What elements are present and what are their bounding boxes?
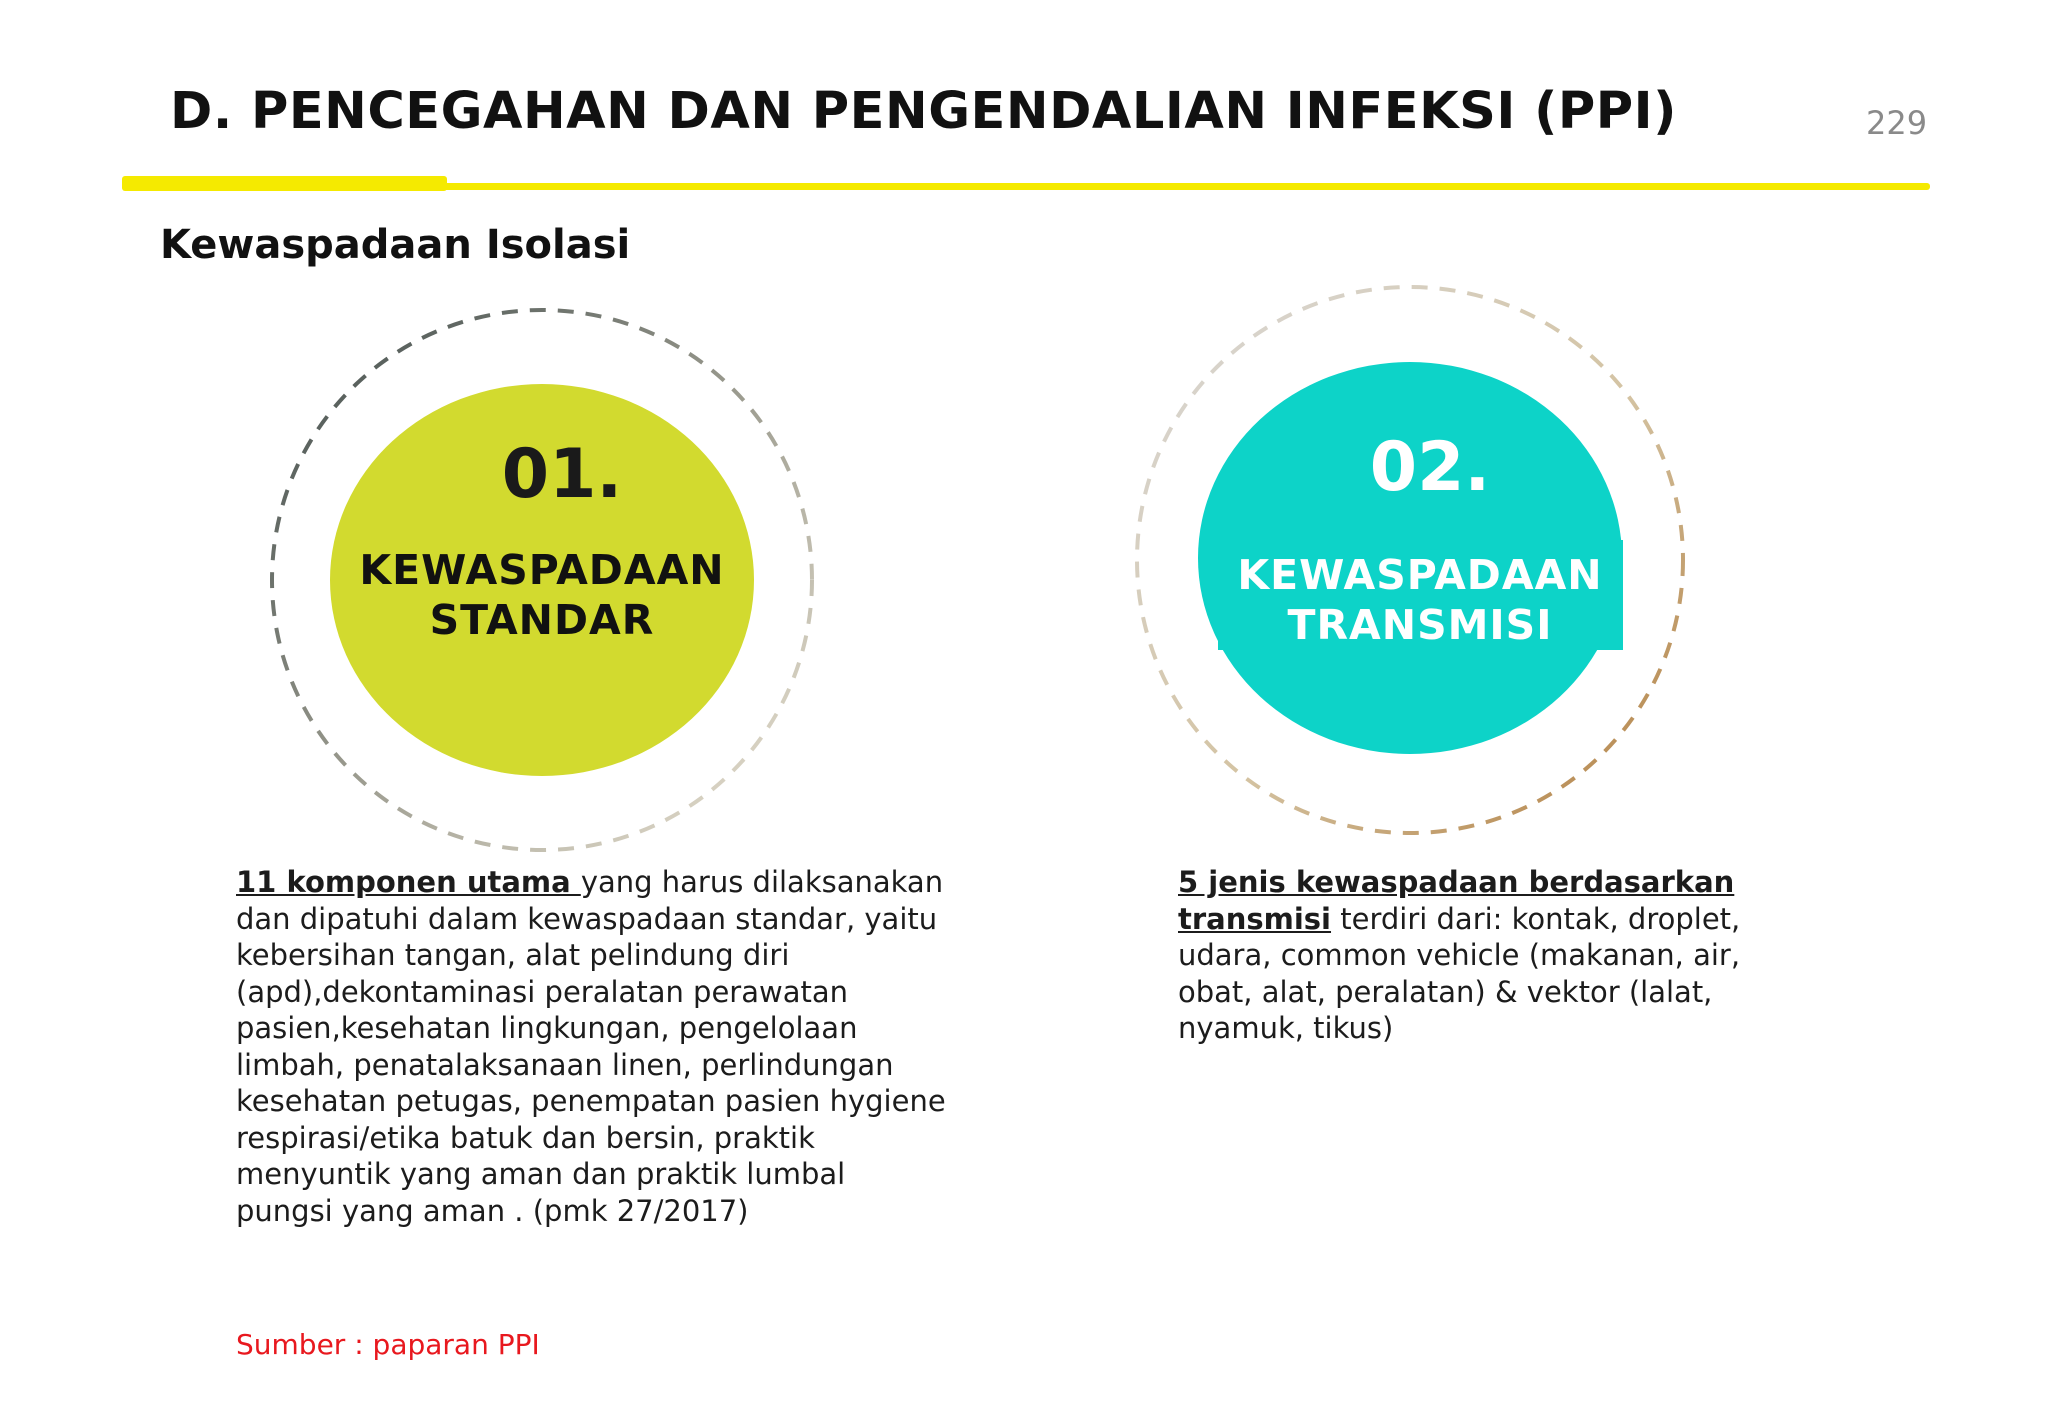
section-subtitle: Kewaspadaan Isolasi bbox=[160, 222, 631, 268]
card-2-description bbox=[1178, 864, 1778, 1047]
source-note: Sumber : paparan PPI bbox=[236, 1328, 540, 1361]
card-1-label-line1: KEWASPADAAN bbox=[359, 546, 725, 594]
card-1-label bbox=[342, 545, 742, 645]
card-2-label-line1: KEWASPADAAN bbox=[1237, 551, 1603, 599]
card-1-label-line2: STANDAR bbox=[429, 596, 655, 644]
page-title: D. PENCEGAHAN DAN PENGENDALIAN INFEKSI (PPI) bbox=[170, 82, 1677, 141]
card-2-number: 02. bbox=[1369, 428, 1491, 507]
card-1-description-body: yang harus dilaksanakan dan dipatuhi dalam kewaspadaan standar, yaitu kebersihan tangan, alat pelindung diri (apd),dekontaminasi peralatan perawatan pasien,kesehatan lingkungan, pengelolaan limbah, penatalaksanaan linen, perlindungan kesehatan petugas, penempatan pasien hygiene respirasi/etika batuk dan bersin, praktik menyuntik yang aman dan praktik lumbal pungsi yang aman . (pmk 27/2017) bbox=[236, 865, 946, 1228]
card-2-description-body: terdiri dari: kontak, droplet, udara, common vehicle (makanan, air, obat, alat, peralatan) & vektor (lalat, nyamuk, tikus) bbox=[1178, 901, 1741, 1045]
page-number: 229 bbox=[1866, 104, 1928, 142]
card-2-description-highlight: 5 jenis kewaspadaan berdasarkan transmisi bbox=[1178, 865, 1735, 936]
card-2-label bbox=[1220, 550, 1620, 650]
card-2-label-line2: TRANSMISI bbox=[1287, 601, 1553, 649]
card-1-description bbox=[236, 864, 948, 1229]
card-1-number: 01. bbox=[501, 435, 623, 514]
card-1-description-highlight: 11 komponen utama bbox=[236, 865, 581, 899]
